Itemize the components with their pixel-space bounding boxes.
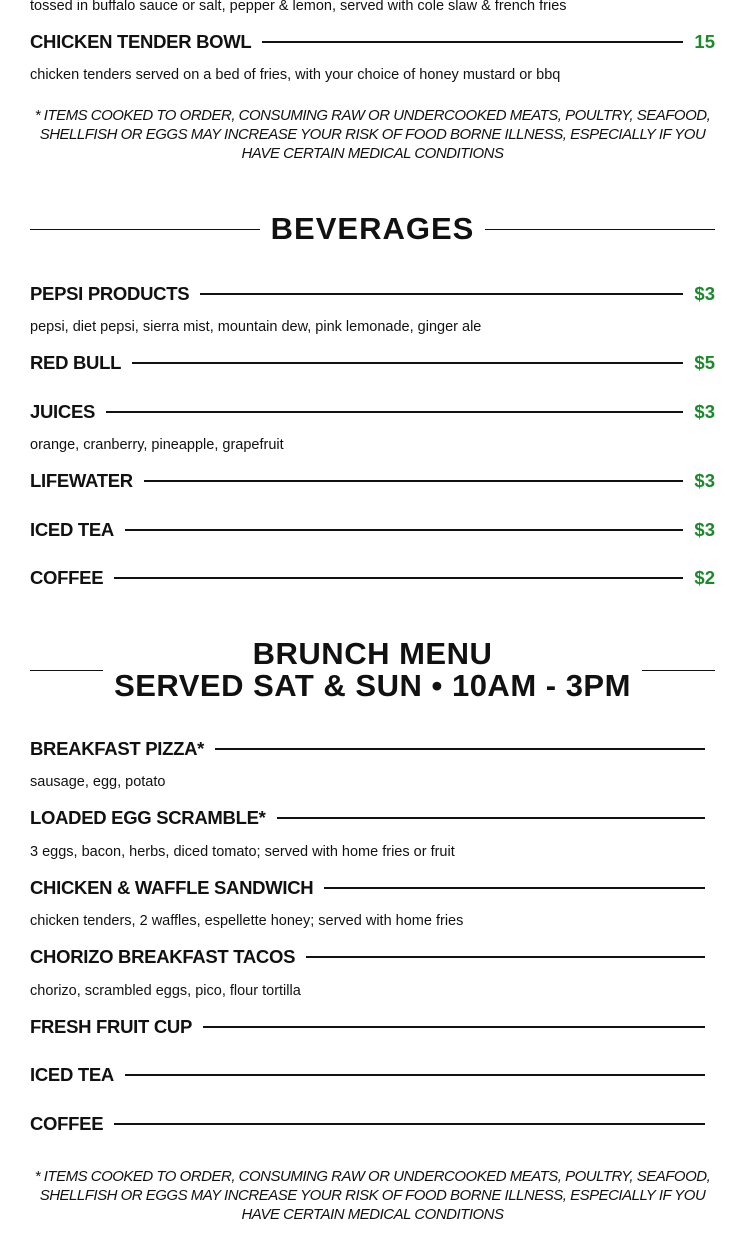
menu-item-chicken-tender-bowl [30,29,715,55]
leader-line [125,529,683,531]
leader-line [132,362,683,364]
item-name: PEPSI PRODUCTS [30,283,190,304]
menu-item-juices [30,399,715,425]
item-description: chicken tenders served on a bed of fries, with your choice of honey mustard or bbq [30,67,561,83]
food-safety-notice: * ITEMS COOKED TO ORDER, CONSUMING RAW OR UNDERCOOKED MEATS, POULTRY, SEAFOOD, SHELLFISH OR EGGS MAY INCREASE YOUR RISK OF FOOD BORNE ILLNESS, ESPECIALLY IF YOU HAVE CERTAIN MEDICAL CONDITIONS [34,107,711,162]
item-description: pepsi, diet pepsi, sierra mist, mountain dew, pink lemonade, ginger ale [30,319,482,335]
menu-item-iced-tea [30,517,715,543]
item-name: JUICES [30,401,96,422]
item-description: sausage, egg, potato [30,774,166,790]
item-name: BREAKFAST PIZZA* [30,738,205,759]
item-name: LIFEWATER [30,470,133,491]
item-name: CHICKEN TENDER BOWL [30,31,252,52]
item-name: FRESH FRUIT CUP [30,1016,193,1037]
item-price: 15 [694,31,715,52]
brunch-hours-line: SERVED SAT & SUN • 10AM - 3PM [114,668,631,703]
food-safety-notice: * ITEMS COOKED TO ORDER, CONSUMING RAW OR UNDERCOOKED MEATS, POULTRY, SEAFOOD, SHELLFISH OR EGGS MAY INCREASE YOUR RISK OF FOOD BORNE ILLNESS, ESPECIALLY IF YOU HAVE CERTAIN MEDICAL CONDITIONS [34,1168,711,1223]
menu-item-chorizo-breakfast-tacos [30,944,715,970]
divider [485,229,715,230]
leader-line [215,748,705,750]
leader-line [203,1026,705,1028]
menu-item-loaded-egg-scramble [30,805,715,831]
item-name: ICED TEA [30,519,114,540]
menu-item-pepsi-products [30,281,715,307]
item-price: $3 [694,401,715,422]
item-description: 3 eggs, bacon, herbs, diced tomato; served with home fries or fruit [30,844,455,860]
item-name: COFFEE [30,567,104,588]
menu-item-fresh-fruit-cup [30,1014,715,1040]
divider [642,670,715,671]
brunch-header [30,636,715,704]
leader-line [324,887,705,889]
divider [30,670,103,671]
item-name: CHORIZO BREAKFAST TACOS [30,946,296,967]
leader-line [277,817,705,819]
menu-item-chicken-waffle-sandwich [30,875,715,901]
leader-line [125,1074,705,1076]
item-description: chorizo, scrambled eggs, pico, flour tortilla [30,983,301,999]
menu-item-breakfast-pizza [30,736,715,762]
leader-line [262,41,683,43]
menu-item-brunch-coffee [30,1111,715,1137]
brunch-title-line: BRUNCH MENU [252,636,493,671]
section-title [103,638,642,702]
item-price: $2 [694,567,715,588]
leader-line [144,480,684,482]
item-price: $3 [694,283,715,304]
menu-item-brunch-iced-tea [30,1062,715,1088]
item-description: chicken tenders, 2 waffles, espellette honey; served with home fries [30,913,464,929]
leader-line [200,293,683,295]
beverages-header [30,208,715,250]
item-name: RED BULL [30,352,122,373]
item-price: $3 [694,519,715,540]
item-name: ICED TEA [30,1064,114,1085]
item-name: COFFEE [30,1113,104,1134]
item-name: CHICKEN & WAFFLE SANDWICH [30,877,314,898]
menu-item-red-bull [30,350,715,376]
item-price: $3 [694,470,715,491]
item-description: orange, cranberry, pineapple, grapefruit [30,437,284,453]
leader-line [114,577,683,579]
wings-description: tossed in buffalo sauce or salt, pepper & lemon, served with cole slaw & french fries [30,0,567,14]
menu-item-coffee [30,565,715,591]
section-title: BEVERAGES [270,211,475,246]
divider [30,229,260,230]
leader-line [106,411,683,413]
item-name: LOADED EGG SCRAMBLE* [30,807,266,828]
leader-line [306,956,705,958]
item-price: $5 [694,352,715,373]
leader-line [114,1123,705,1125]
menu-item-lifewater [30,468,715,494]
